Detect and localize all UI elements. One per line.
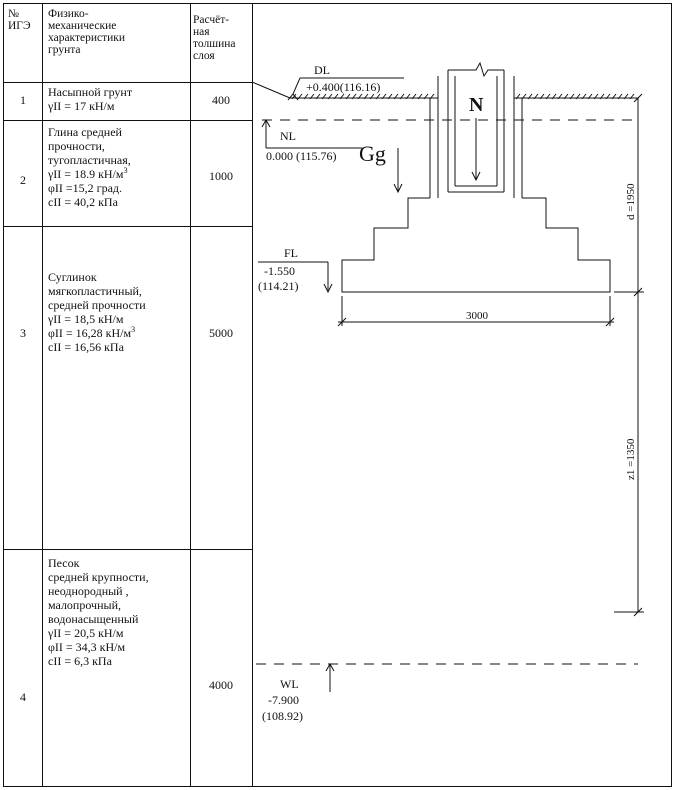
layer-4-num: 4: [20, 690, 26, 704]
fl-label: FL: [284, 246, 299, 260]
header-thick-line: Расчёт-: [193, 14, 230, 26]
layer-4-line: γII = 20,5 кН/м: [48, 626, 124, 640]
superscript: 3: [131, 325, 136, 334]
layer-3-line: мягкопластичный,: [48, 284, 142, 298]
layer-2-num: 2: [20, 173, 26, 187]
layer-4-line: малопрочный,: [48, 598, 121, 612]
header-thick-line: толшина: [193, 38, 236, 50]
header-num-line-1: №: [8, 8, 19, 20]
layer-1-description: [48, 85, 188, 113]
layer-2-line: φII =15,2 град.: [48, 181, 123, 195]
layer-2-gamma: γII = 18.9 $кН/м^3$: [48, 166, 128, 181]
layer-4-description: [48, 556, 188, 668]
header-thick-line: слоя: [193, 50, 215, 62]
layer-3-line: Суглинок: [48, 270, 97, 284]
layer-2-description: [48, 125, 188, 209]
n-arrow: [472, 118, 480, 180]
header-description: [48, 8, 188, 56]
layer-3-thickness: 5000: [209, 326, 233, 340]
header-desc-line: Физико-: [48, 8, 89, 20]
dl-value: +0.400(116.16): [306, 80, 381, 94]
layer-1-num: 1: [20, 93, 26, 107]
wl-marker: [326, 664, 334, 692]
layer-4-line: φII = 34,3 кН/м: [48, 640, 126, 654]
layer-3-line: средней прочности: [48, 298, 146, 312]
fl-value-1: -1.550: [264, 264, 295, 278]
wl-value-1: -7.900: [268, 693, 299, 707]
header-desc-line: механические: [48, 20, 117, 32]
stepped-footing: [342, 198, 610, 292]
layer-3-num: 3: [20, 326, 26, 340]
nl-marker: [262, 120, 362, 148]
layer-4-line: Песок: [48, 556, 80, 570]
layer-1-line: γII = 17 кН/м: [48, 99, 115, 113]
dl-label: DL: [314, 63, 330, 77]
layer-3-phi: φII = 16,28 $кН/м^3$: [48, 325, 136, 340]
layer-1-line: Насыпной грунт: [48, 85, 133, 99]
nl-label: NL: [280, 129, 296, 143]
layer-4-line: водонасыщенный: [48, 612, 139, 626]
gg-arrow: [394, 148, 402, 192]
vertical-dimension: [614, 94, 644, 616]
z-dim-label: z1 =1350: [625, 438, 637, 480]
header-desc-line: грунта: [48, 44, 81, 56]
header-thickness: [193, 14, 251, 62]
header-thick-line: ная: [193, 26, 210, 38]
layer-2-line: прочности,: [48, 139, 105, 153]
nl-value: 0.000 (115.76): [266, 149, 337, 163]
layer-4-line: cII = 6,3 кПа: [48, 654, 112, 668]
layer-4-thickness: 4000: [209, 678, 233, 692]
layer-4-line: неоднородный ,: [48, 584, 129, 598]
layer-2-line: тугопластичная,: [48, 153, 131, 167]
layer-1-thickness: 400: [212, 93, 230, 107]
d-dim-label: d =1950: [625, 183, 637, 220]
superscript: 3: [123, 166, 128, 175]
layer-2-line: Глина средней: [48, 125, 122, 139]
header-num-line-2: ИГЭ: [8, 20, 31, 32]
layer-4-line: средней крупности,: [48, 570, 149, 584]
n-label: N: [469, 94, 484, 116]
layer-3-line: cII = 16,56 кПа: [48, 340, 124, 354]
header-desc-line: характеристики: [48, 32, 126, 44]
wl-label: WL: [280, 677, 299, 691]
layer-3-description: [48, 270, 188, 354]
layer-2-line: cII = 40,2 кПа: [48, 195, 118, 209]
layer-2-thickness: 1000: [209, 169, 233, 183]
wl-value-2: (108.92): [262, 709, 303, 723]
fl-value-2: (114.21): [258, 279, 299, 293]
gg-label: Gg: [359, 141, 386, 166]
width-dim-label: 3000: [466, 310, 488, 322]
header-num: [8, 8, 42, 32]
layer-3-line: γII = 18,5 кН/м: [48, 312, 124, 326]
